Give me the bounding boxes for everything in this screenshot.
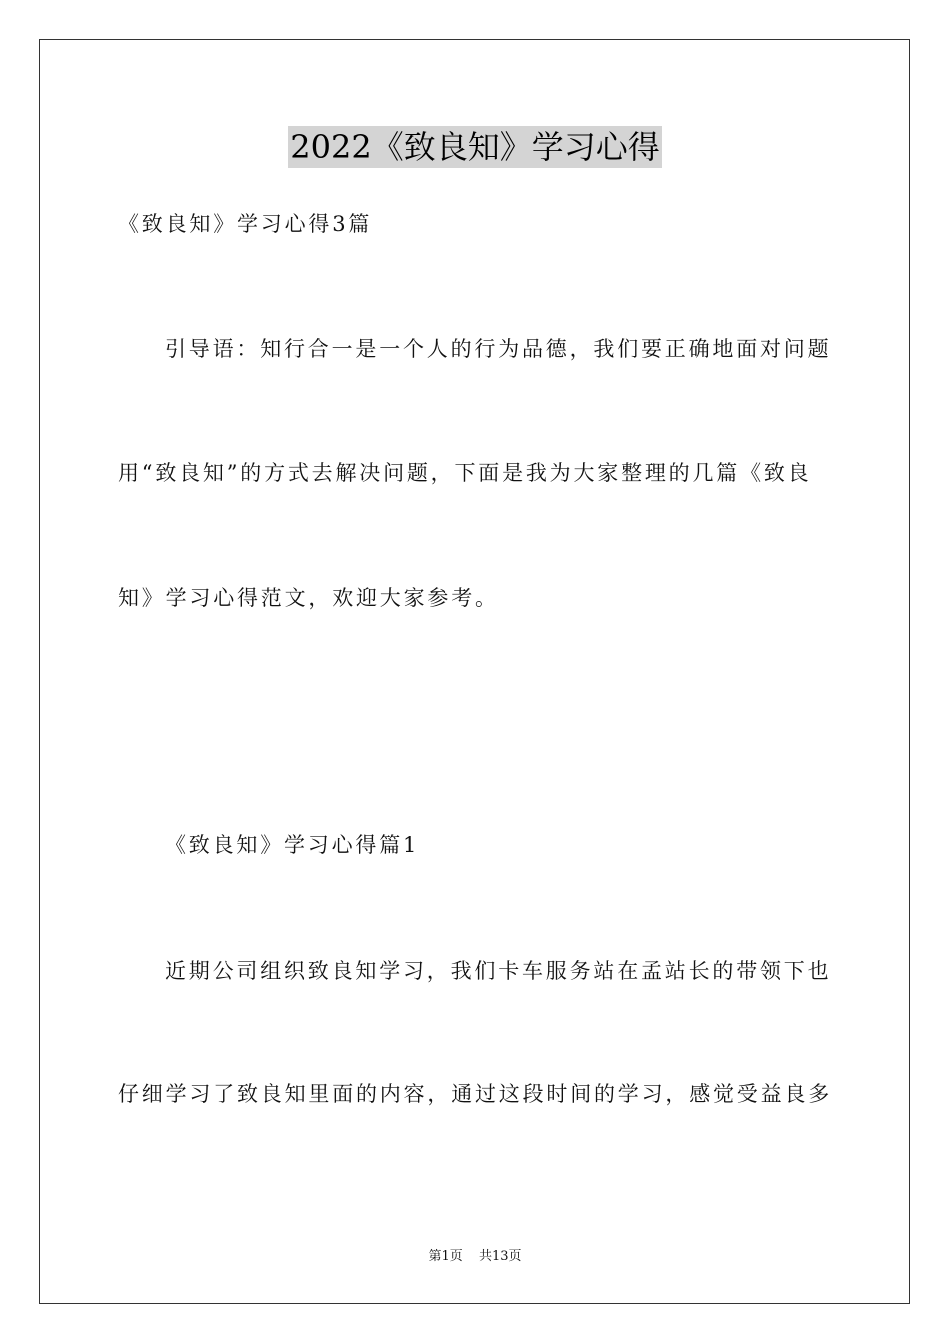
intro-line-2: 用“致良知”的方式去解决问题，下面是我为大家整理的几篇《致良 bbox=[118, 461, 812, 485]
title-container bbox=[0, 126, 950, 168]
body-line-2: 仔细学习了致良知里面的内容，通过这段时间的学习，感觉受益良多 bbox=[118, 1082, 832, 1106]
document-subtitle: 《致良知》学习心得3篇 bbox=[118, 212, 373, 236]
page-number-total: 共13页 bbox=[478, 1249, 522, 1264]
page-footer bbox=[0, 1248, 950, 1266]
section-heading: 《致良知》学习心得篇1 bbox=[165, 833, 420, 857]
intro-line-3: 知》学习心得范文，欢迎大家参考。 bbox=[118, 586, 499, 610]
body-line-1: 近期公司组织致良知学习，我们卡车服务站在孟站长的带领下也 bbox=[165, 959, 832, 983]
intro-line-1: 引导语：知行合一是一个人的行为品德，我们要正确地面对问题 bbox=[165, 337, 832, 361]
document-title: 2022《致良知》学习心得 bbox=[290, 128, 660, 166]
page-number-current: 第1页 bbox=[428, 1249, 463, 1264]
